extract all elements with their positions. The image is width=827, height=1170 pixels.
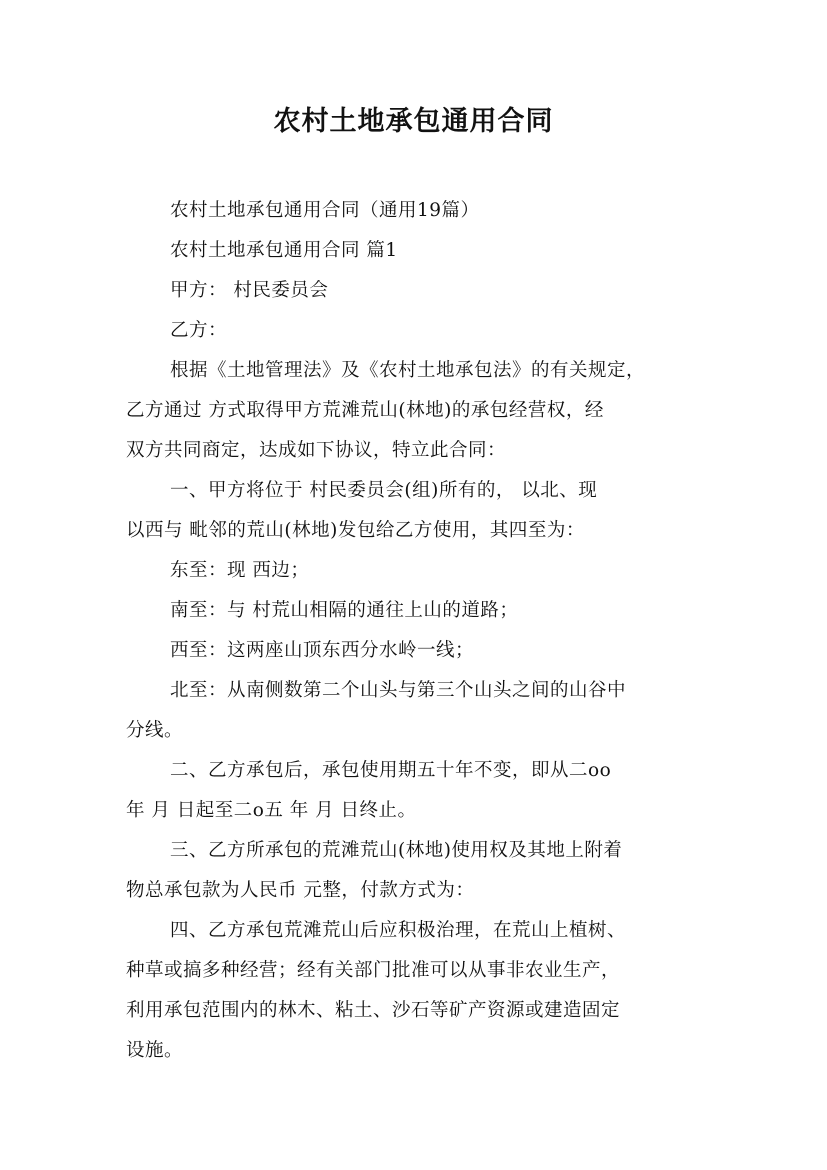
paragraph-line: 以西与 毗邻的荒山(林地)发包给乙方使用，其四至为：	[126, 520, 585, 541]
paragraph-line: 农村土地承包通用合同（通用19篇）	[170, 200, 480, 221]
paragraph-line: 北至：从南侧数第二个山头与第三个山头之间的山谷中	[170, 680, 627, 701]
document-body	[126, 191, 716, 1071]
paragraph-line: 乙方：	[170, 320, 228, 341]
paragraph-line: 二、乙方承包后，承包使用期五十年不变，即从二oo	[170, 760, 612, 781]
paragraph-line: 农村土地承包通用合同 篇1	[170, 240, 398, 261]
paragraph-line: 三、乙方所承包的荒滩荒山(林地)使用权及其地上附着	[170, 840, 623, 861]
paragraph-line: 分线。	[126, 720, 184, 741]
paragraph-line: 设施。	[126, 1040, 184, 1061]
paragraph-line: 年 月 日起至二o五 年 月 日终止。	[126, 800, 417, 821]
paragraph-line: 物总承包款为人民币 元整，付款方式为：	[126, 880, 475, 901]
paragraph-line: 南至：与 村荒山相隔的通往上山的道路；	[170, 600, 519, 621]
paragraph-line: 乙方通过 方式取得甲方荒滩荒山(林地)的承包经营权，经	[126, 400, 604, 421]
document-title: 农村土地承包通用合同	[273, 106, 554, 137]
paragraph-line: 双方共同商定，达成如下协议，特立此合同：	[126, 440, 507, 461]
paragraph-line: 利用承包范围内的林木、粘土、沙石等矿产资源或建造固定	[126, 1000, 621, 1021]
paragraph-line: 东至：现 西边；	[170, 560, 310, 581]
paragraph-line: 西至：这两座山顶东西分水岭一线；	[170, 640, 475, 661]
paragraph-line: 一、甲方将位于 村民委员会(组)所有的， 以北、现	[170, 480, 598, 501]
paragraph-line: 种草或搞多种经营；经有关部门批准可以从事非农业生产，	[126, 960, 621, 981]
paragraph-line: 根据《土地管理法》及《农村土地承包法》的有关规定，	[170, 360, 646, 381]
paragraph-line: 四、乙方承包荒滩荒山后应积极治理，在荒山上植树、	[170, 920, 627, 941]
paragraph-line: 甲方： 村民委员会	[170, 280, 329, 301]
